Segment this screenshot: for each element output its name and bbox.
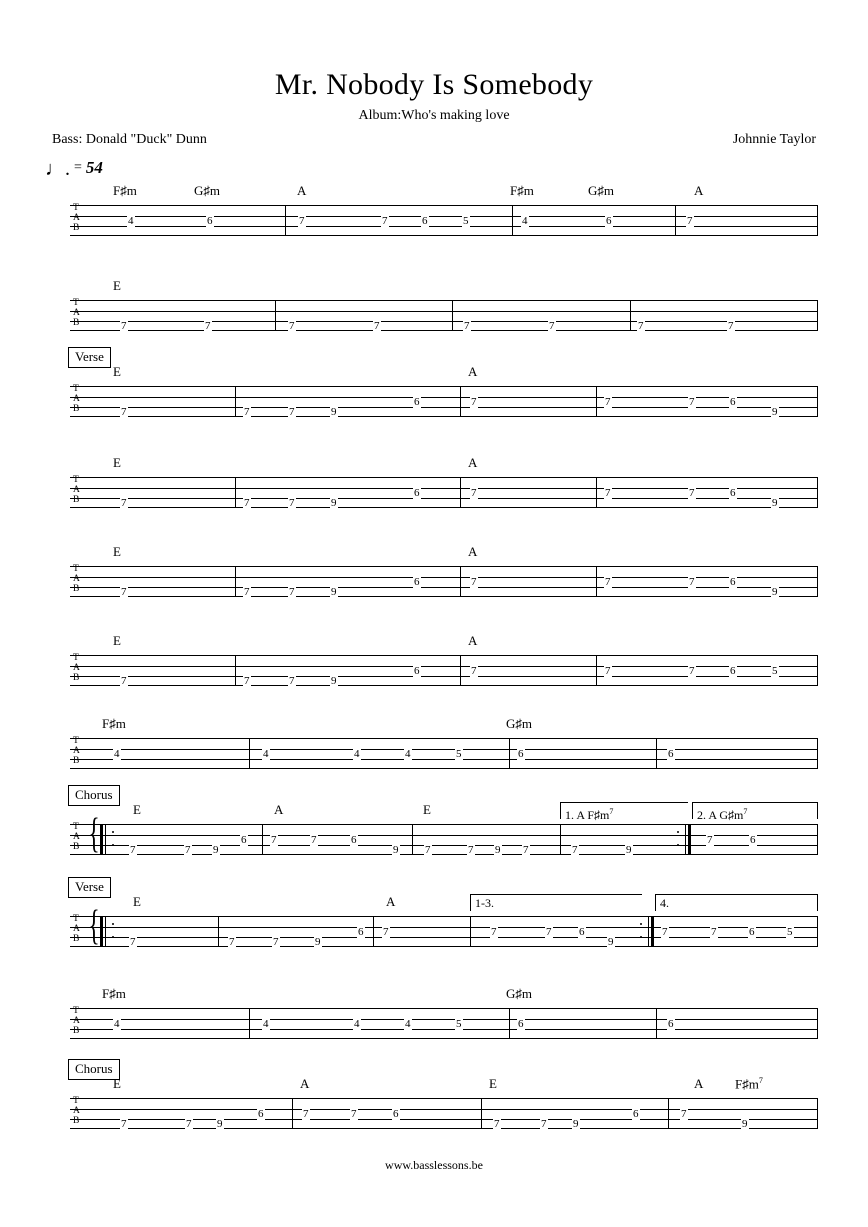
- fret-number: 6: [730, 396, 736, 408]
- barline: [218, 916, 219, 947]
- end-barline: [817, 566, 818, 597]
- staff-line: [70, 927, 818, 928]
- chord-symbol: E: [113, 1076, 121, 1091]
- chord-symbol: E: [489, 1076, 497, 1091]
- fret-number: 6: [422, 215, 428, 227]
- barline: [560, 824, 561, 855]
- tab-system: [0, 1038, 868, 1133]
- chord-symbol: E: [113, 364, 121, 379]
- staff-line: [70, 321, 818, 322]
- barline: [596, 386, 597, 417]
- tab-clef-letter-a: A: [73, 1106, 80, 1116]
- tab-clef-letter-t: T: [73, 1096, 79, 1106]
- tab-clef-letter-t: T: [73, 914, 79, 924]
- barline: [512, 205, 513, 236]
- end-barline: [817, 386, 818, 417]
- fret-number: 7: [471, 665, 477, 677]
- fret-number: 7: [523, 844, 529, 856]
- fret-number: 4: [405, 1018, 411, 1030]
- chord-symbol: A: [694, 183, 704, 198]
- fret-number: 7: [374, 320, 380, 332]
- fret-number: 4: [354, 1018, 360, 1030]
- bassist-credit: Bass: Donald "Duck" Dunn: [52, 132, 207, 147]
- chord-symbol: A: [468, 364, 478, 379]
- staff-line: [70, 216, 818, 217]
- staff-line: [70, 676, 818, 677]
- fret-number: 9: [331, 675, 337, 687]
- fret-number: 7: [689, 576, 695, 588]
- fret-number: 9: [331, 497, 337, 509]
- fret-number: 7: [273, 936, 279, 948]
- tab-clef-letter-a: A: [73, 663, 80, 673]
- fret-number: 7: [121, 320, 127, 332]
- chord-symbol: F♯m: [113, 183, 137, 198]
- fret-number: 7: [464, 320, 470, 332]
- tab-clef-letter-t: T: [73, 564, 79, 574]
- chord-symbol: A: [468, 455, 478, 470]
- tab-system: [0, 240, 868, 335]
- tab-clef-letter-b: B: [73, 495, 80, 505]
- fret-number: 6: [730, 576, 736, 588]
- fret-number: 7: [572, 844, 578, 856]
- repeat-start-sign: [100, 916, 109, 947]
- repeat-dots: [640, 916, 643, 947]
- fret-number: 6: [351, 834, 357, 846]
- fret-number: 4: [354, 748, 360, 760]
- fret-number: 7: [289, 586, 295, 598]
- fret-number: 7: [605, 665, 611, 677]
- chord-symbol: E: [113, 455, 121, 470]
- fret-number: 7: [681, 1108, 687, 1120]
- staff-line: [70, 498, 818, 499]
- barline: [460, 386, 461, 417]
- tab-staff: [70, 916, 818, 947]
- barline: [668, 1098, 669, 1129]
- fret-number: 7: [494, 1118, 500, 1130]
- fret-number: 9: [393, 844, 399, 856]
- chord-symbol: E: [113, 633, 121, 648]
- tab-clef-letter-a: A: [73, 485, 80, 495]
- fret-number: 7: [186, 1118, 192, 1130]
- fret-number: 6: [668, 748, 674, 760]
- tab-system: [0, 145, 868, 240]
- fret-number: 7: [244, 675, 250, 687]
- fret-number: 7: [130, 936, 136, 948]
- fret-number: 7: [299, 215, 305, 227]
- chord-symbol: F♯m: [102, 986, 126, 1001]
- chord-symbol: G♯m: [194, 183, 220, 198]
- fret-number: 4: [128, 215, 134, 227]
- tempo-bpm: 54: [85, 158, 103, 177]
- tab-clef-letter-a: A: [73, 394, 80, 404]
- tab-staff: [70, 1008, 818, 1039]
- end-barline: [817, 205, 818, 236]
- barline: [481, 1098, 482, 1129]
- fret-number: 7: [689, 487, 695, 499]
- fret-number: 7: [605, 487, 611, 499]
- fret-number: 7: [689, 665, 695, 677]
- fret-number: 6: [730, 665, 736, 677]
- tab-clef-letter-b: B: [73, 842, 80, 852]
- staff-line: [70, 1019, 818, 1020]
- barline: [292, 1098, 293, 1129]
- tab-clef-letter-t: T: [73, 203, 79, 213]
- footer-credit: www.basslessons.be: [385, 1158, 483, 1172]
- repeat-dots: [677, 824, 680, 855]
- system-brace: {: [88, 811, 100, 857]
- volta-bracket: 1-3.: [470, 894, 642, 911]
- fret-number: 9: [331, 586, 337, 598]
- fret-number: 7: [121, 586, 127, 598]
- barline: [656, 1008, 657, 1039]
- fret-number: 7: [303, 1108, 309, 1120]
- fret-number: 7: [289, 320, 295, 332]
- fret-number: 9: [213, 844, 219, 856]
- end-barline: [817, 1008, 818, 1039]
- fret-number: 7: [689, 396, 695, 408]
- chord-symbol: G♯m: [506, 716, 532, 731]
- fret-number: 7: [605, 576, 611, 588]
- staff-line: [70, 587, 818, 588]
- tab-clef-letter-b: B: [73, 934, 80, 944]
- tab-clef-letter-b: B: [73, 318, 80, 328]
- fret-number: 7: [707, 834, 713, 846]
- section-label-chorus: Chorus: [68, 1059, 120, 1080]
- tab-clef-letter-a: A: [73, 574, 80, 584]
- fret-number: 5: [772, 665, 778, 677]
- chord-symbol: A: [386, 894, 396, 909]
- fret-number: 9: [573, 1118, 579, 1130]
- barline: [235, 566, 236, 597]
- staff-line: [70, 407, 818, 408]
- fret-number: 7: [121, 406, 127, 418]
- chord-symbol: E: [133, 894, 141, 909]
- section-label-verse: Verse: [68, 347, 111, 368]
- tab-clef-letter-b: B: [73, 756, 80, 766]
- staff-line: [70, 749, 818, 750]
- fret-number: 7: [311, 834, 317, 846]
- fret-number: 7: [546, 926, 552, 938]
- tab-clef-letter-b: B: [73, 673, 80, 683]
- fret-number: 7: [662, 926, 668, 938]
- fret-number: 6: [393, 1108, 399, 1120]
- barline: [596, 477, 597, 508]
- tab-clef-letter-t: T: [73, 736, 79, 746]
- section-label-chorus: Chorus: [68, 785, 120, 806]
- fret-number: 4: [114, 748, 120, 760]
- tab-staff: [70, 386, 818, 417]
- tab-system: [0, 326, 868, 421]
- tab-system: [0, 675, 868, 773]
- fret-number: 9: [772, 497, 778, 509]
- barline: [285, 205, 286, 236]
- staff-line: [70, 666, 818, 667]
- chord-symbol: E: [113, 544, 121, 559]
- fret-number: 7: [244, 497, 250, 509]
- chord-symbol: A: [468, 633, 478, 648]
- fret-number: 6: [749, 926, 755, 938]
- chord-symbol: A: [468, 544, 478, 559]
- barline: [470, 916, 471, 947]
- chord-symbol: A: [274, 802, 284, 817]
- tab-clef-letter-a: A: [73, 746, 80, 756]
- tab-clef-letter-t: T: [73, 475, 79, 485]
- fret-number: 7: [471, 576, 477, 588]
- fret-number: 7: [289, 497, 295, 509]
- fret-number: 6: [518, 1018, 524, 1030]
- fret-number: 6: [414, 487, 420, 499]
- fret-number: 9: [608, 936, 614, 948]
- fret-number: 7: [638, 320, 644, 332]
- chord-symbol: F♯m: [102, 716, 126, 731]
- fret-number: 5: [456, 1018, 462, 1030]
- staff-line: [70, 226, 818, 227]
- fret-number: 7: [121, 497, 127, 509]
- fret-number: 6: [207, 215, 213, 227]
- tab-clef-letter-t: T: [73, 384, 79, 394]
- barline: [235, 477, 236, 508]
- fret-number: 5: [787, 926, 793, 938]
- tab-clef-letter-a: A: [73, 213, 80, 223]
- tab-clef-letter-b: B: [73, 223, 80, 233]
- volta-bracket: 1. A $F♯m^7$: [560, 802, 688, 819]
- staff-line: [70, 1029, 818, 1030]
- fret-number: 9: [315, 936, 321, 948]
- fret-number: 7: [289, 406, 295, 418]
- fret-number: 4: [405, 748, 411, 760]
- fret-number: 7: [130, 844, 136, 856]
- chord-symbol: E: [133, 802, 141, 817]
- staff-line: [70, 937, 818, 938]
- fret-number: 6: [750, 834, 756, 846]
- chord-symbol: A: [300, 1076, 310, 1091]
- album-subtitle: Album:Who's making love: [358, 108, 510, 123]
- tab-clef-letter-t: T: [73, 653, 79, 663]
- tab-system: [0, 856, 868, 951]
- fret-number: 7: [471, 396, 477, 408]
- tab-system: [0, 506, 868, 601]
- chord-symbol: F♯m: [510, 183, 534, 198]
- fret-number: 7: [121, 675, 127, 687]
- chord-symbol: $F♯m^7$: [735, 1076, 763, 1092]
- tab-staff: [70, 205, 818, 236]
- fret-number: 7: [185, 844, 191, 856]
- barline: [373, 916, 374, 947]
- barline: [509, 1008, 510, 1039]
- fret-number: 7: [289, 675, 295, 687]
- staff-line: [70, 759, 818, 760]
- tab-staff: [70, 1098, 818, 1129]
- end-barline: [817, 1098, 818, 1129]
- chord-symbol: A: [694, 1076, 704, 1091]
- barline: [262, 824, 263, 855]
- fret-number: 4: [114, 1018, 120, 1030]
- repeat-start-sign: [100, 824, 109, 855]
- barline: [460, 566, 461, 597]
- barline: [596, 566, 597, 597]
- fret-number: 4: [522, 215, 528, 227]
- fret-number: 9: [331, 406, 337, 418]
- fret-number: 6: [668, 1018, 674, 1030]
- tab-system: [0, 948, 868, 1043]
- barline: [675, 205, 676, 236]
- fret-number: 7: [711, 926, 717, 938]
- end-barline: [817, 824, 818, 855]
- fret-number: 6: [414, 396, 420, 408]
- fret-number: 6: [358, 926, 364, 938]
- volta-bracket: 4.: [655, 894, 818, 911]
- tab-clef-letter-a: A: [73, 924, 80, 934]
- barline: [249, 1008, 250, 1039]
- fret-number: 7: [229, 936, 235, 948]
- staff-line: [70, 1109, 818, 1110]
- chord-symbol: G♯m: [506, 986, 532, 1001]
- staff-line: [70, 577, 818, 578]
- tab-clef-letter-b: B: [73, 1026, 80, 1036]
- barline: [235, 386, 236, 417]
- fret-number: 4: [263, 1018, 269, 1030]
- fret-number: 7: [425, 844, 431, 856]
- fret-number: 7: [351, 1108, 357, 1120]
- fret-number: 7: [121, 1118, 127, 1130]
- tab-clef-letter-t: T: [73, 822, 79, 832]
- repeat-dots: [112, 824, 115, 855]
- fret-number: 7: [728, 320, 734, 332]
- repeat-end-sign: [682, 824, 691, 855]
- end-barline: [817, 916, 818, 947]
- staff-line: [70, 311, 818, 312]
- volta-bracket: 2. A $G♯m^7$: [692, 802, 818, 819]
- tempo-equals: =: [74, 160, 82, 175]
- fret-number: 6: [606, 215, 612, 227]
- tab-system: [0, 764, 868, 859]
- fret-number: 9: [742, 1118, 748, 1130]
- tab-clef-letter-a: A: [73, 1016, 80, 1026]
- tab-staff: [70, 566, 818, 597]
- tab-clef-letter-b: B: [73, 1116, 80, 1126]
- staff-line: [70, 397, 818, 398]
- fret-number: 9: [626, 844, 632, 856]
- tab-clef-letter-b: B: [73, 404, 80, 414]
- tab-clef-letter-a: A: [73, 308, 80, 318]
- fret-number: 7: [271, 834, 277, 846]
- chord-symbol: E: [423, 802, 431, 817]
- fret-number: 9: [772, 586, 778, 598]
- tab-clef-letter-t: T: [73, 298, 79, 308]
- artist-credit: Johnnie Taylor: [732, 132, 816, 147]
- fret-number: 6: [414, 576, 420, 588]
- tab-clef-letter-a: A: [73, 832, 80, 842]
- fret-number: 9: [495, 844, 501, 856]
- fret-number: 4: [263, 748, 269, 760]
- fret-number: 7: [605, 396, 611, 408]
- fret-number: 6: [579, 926, 585, 938]
- barline: [460, 477, 461, 508]
- fret-number: 7: [687, 215, 693, 227]
- fret-number: 6: [633, 1108, 639, 1120]
- fret-number: 7: [383, 926, 389, 938]
- fret-number: 6: [414, 665, 420, 677]
- barline: [412, 824, 413, 855]
- repeat-dots: [112, 916, 115, 947]
- chord-symbol: A: [297, 183, 307, 198]
- tab-clef-letter-b: B: [73, 584, 80, 594]
- fret-number: 7: [244, 586, 250, 598]
- chord-symbol: E: [113, 278, 121, 293]
- fret-number: 9: [217, 1118, 223, 1130]
- fret-number: 7: [382, 215, 388, 227]
- fret-number: 7: [491, 926, 497, 938]
- staff-line: [70, 488, 818, 489]
- tab-staff: [70, 477, 818, 508]
- fret-number: 9: [772, 406, 778, 418]
- fret-number: 7: [471, 487, 477, 499]
- end-barline: [817, 477, 818, 508]
- fret-number: 6: [258, 1108, 264, 1120]
- fret-number: 7: [541, 1118, 547, 1130]
- page-title: Mr. Nobody Is Somebody: [274, 68, 594, 101]
- fret-number: 6: [730, 487, 736, 499]
- fret-number: 5: [456, 748, 462, 760]
- fret-number: 7: [244, 406, 250, 418]
- staff-line: [70, 1119, 818, 1120]
- tab-system: [0, 595, 868, 690]
- fret-number: 7: [549, 320, 555, 332]
- chord-symbol: G♯m: [588, 183, 614, 198]
- repeat-end-sign: [645, 916, 654, 947]
- tab-clef-letter-t: T: [73, 1006, 79, 1016]
- dotted-quarter-note-icon: ♩.: [45, 158, 70, 180]
- fret-number: 6: [518, 748, 524, 760]
- fret-number: 7: [468, 844, 474, 856]
- system-brace: {: [88, 903, 100, 949]
- fret-number: 7: [205, 320, 211, 332]
- fret-number: 6: [241, 834, 247, 846]
- tab-system: [0, 417, 868, 512]
- fret-number: 5: [463, 215, 469, 227]
- section-label-verse: Verse: [68, 877, 111, 898]
